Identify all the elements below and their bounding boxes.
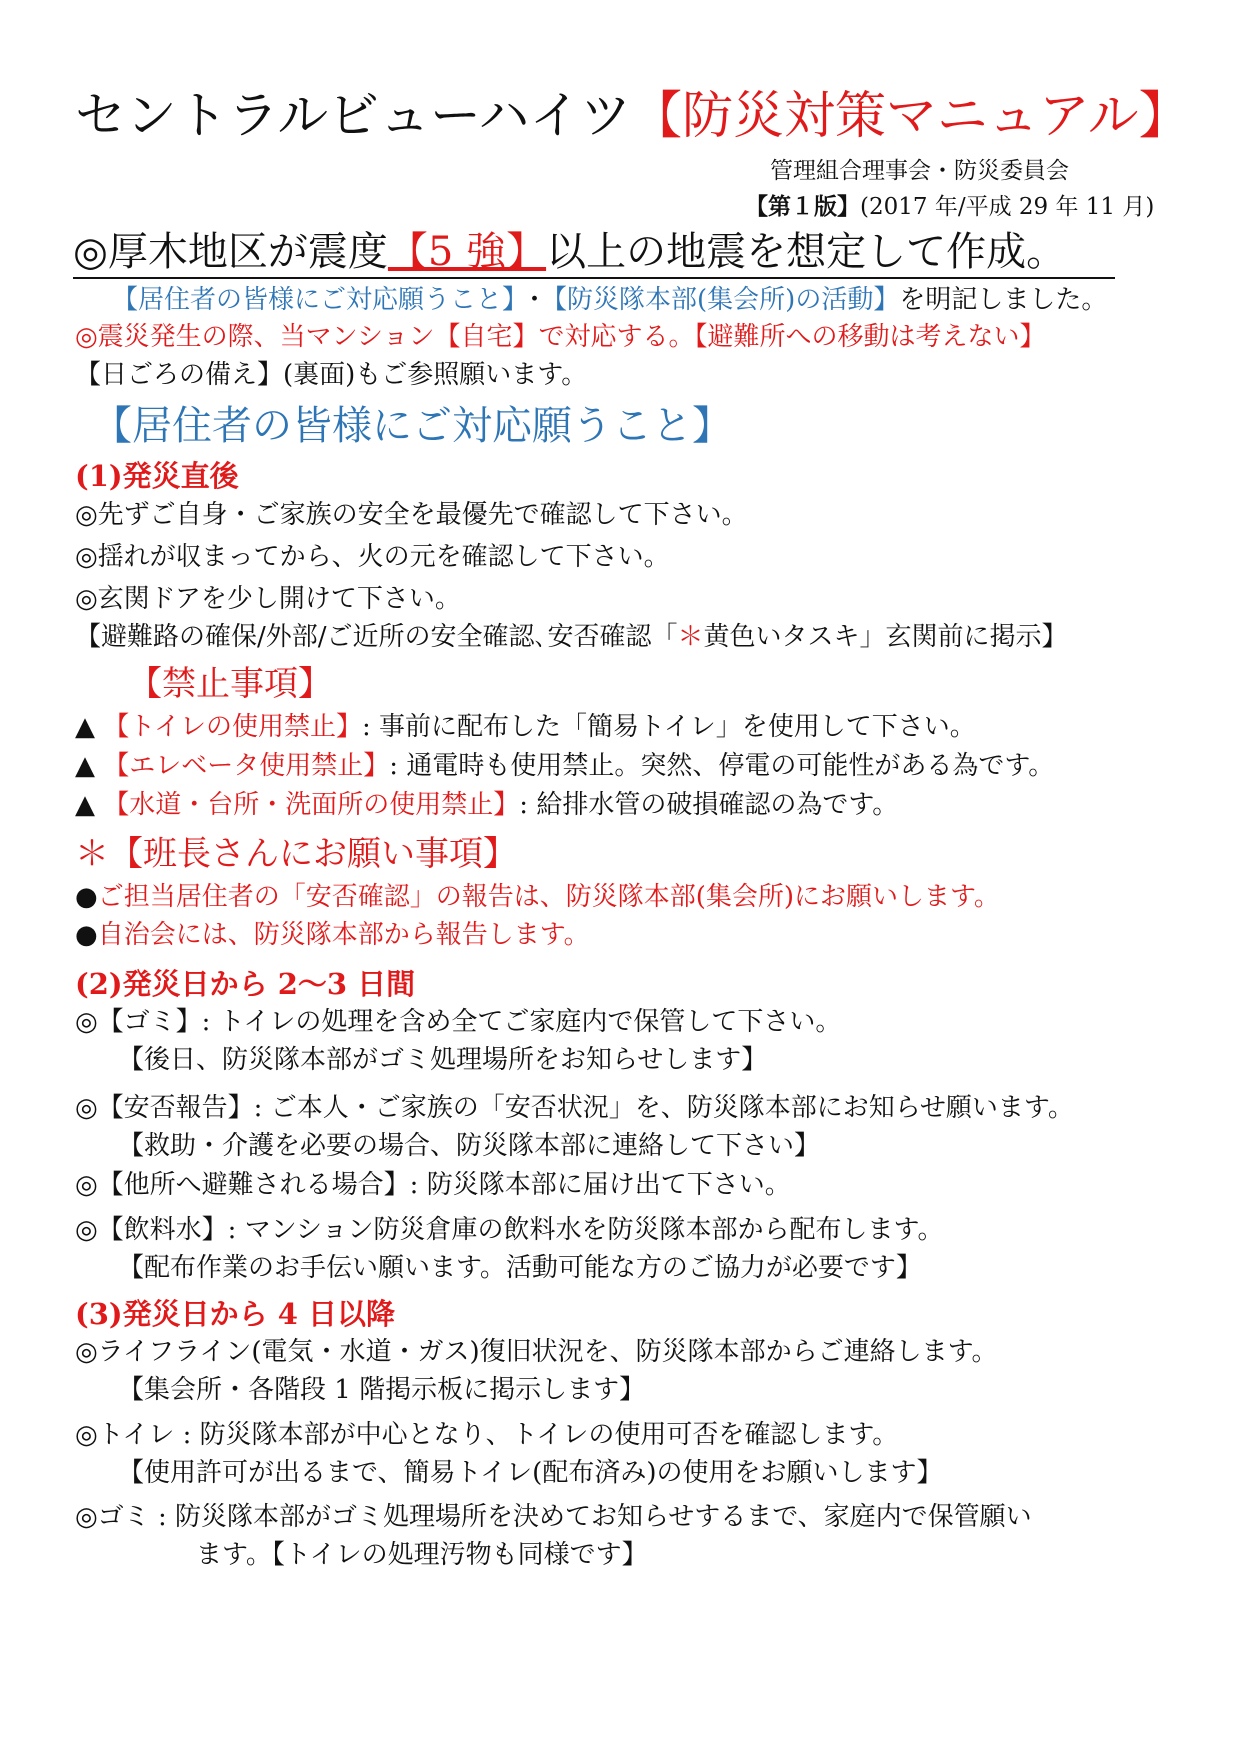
title-main: セントラルビューハイツ	[75, 87, 632, 146]
prohibited-text: 通電時も使用禁止。突然、停電の可能性がある為です。	[406, 751, 1055, 781]
triangle-icon: ▲	[75, 751, 95, 781]
title-red: 【防災対策マニュアル】	[631, 87, 1190, 146]
phase3-line: ◎トイレ : 防災隊本部が中心となり、トイレの使用可否を確認します。	[75, 1420, 899, 1450]
phase3-line: 【集会所・各階段 1 階掲示板に掲示します】	[118, 1375, 646, 1405]
asterisk-mark: ＊	[677, 622, 704, 652]
headline	[73, 226, 1115, 278]
phase3-heading: (3)発災日から 4 日以降	[75, 1297, 395, 1331]
phase1-note	[75, 620, 1068, 654]
edition-label: 【第１版】	[745, 193, 860, 220]
prohibited-item	[75, 749, 1054, 783]
phase2-line: ◎【他所へ避難される場合】: 防災隊本部に届け出て下さい。	[75, 1170, 791, 1200]
triangle-icon: ▲	[75, 712, 95, 742]
prohibited-colon: :	[389, 751, 399, 781]
edition	[745, 192, 1154, 222]
leader-item-text: ご担当居住者の「安否確認」の報告は、防災隊本部(集会所)にお願いします。	[97, 882, 1000, 912]
intro-tail: を明記しました。	[899, 285, 1108, 315]
section-title: 【居住者の皆様にご対応願うこと】	[92, 403, 732, 449]
phase2-heading: (2)発災日から 2～3 日間	[75, 967, 416, 1001]
phase2-line: 【配布作業のお手伝い願います。活動可能な方のご協力が必要です】	[118, 1253, 922, 1283]
intro-sep: ･	[528, 285, 542, 315]
intro-line-3: 【日ごろの備え】(裏面)もご参照願います。	[75, 360, 588, 390]
prohibited-heading: 【禁止事項】	[128, 664, 332, 704]
issuer: 管理組合理事会・防災委員会	[770, 158, 1069, 184]
phase2-line: 【救助・介護を必要の場合、防災隊本部に連絡して下さい】	[118, 1131, 821, 1161]
phase3-line: ます。【トイレの処理汚物も同様です】	[196, 1540, 648, 1570]
prohibited-label: 【トイレの使用禁止】	[103, 712, 362, 742]
phase2-line: 【後日、防災隊本部がゴミ処理場所をお知らせします】	[118, 1045, 768, 1075]
headline-pre: ◎厚木地区が震度	[73, 229, 388, 275]
bullet-icon: ●	[75, 920, 98, 950]
bullet-icon: ●	[75, 882, 98, 912]
leader-item	[75, 880, 1000, 914]
phase2-line: ◎【飲料水】: マンション防災倉庫の飲料水を防災隊本部から配布します。	[75, 1215, 944, 1245]
triangle-icon: ▲	[75, 790, 95, 820]
phase1-note-pre: 【避難路の確保/外部/ご近所の安全確認､安否確認「	[75, 622, 678, 652]
phase2-line: ◎【ゴミ】: トイレの処理を含め全てご家庭内で保管して下さい。	[75, 1007, 842, 1037]
phase1-item: ◎揺れが収まってから、火の元を確認して下さい。	[75, 542, 670, 572]
prohibited-label: 【エレベータ使用禁止】	[103, 751, 390, 781]
leader-heading: ＊【班長さんにお願い事項】	[75, 834, 517, 874]
prohibited-item	[75, 710, 976, 744]
phase3-line: ◎ライフライン(電気・水道・ガス)復旧状況を、防災隊本部からご連絡します。	[75, 1337, 998, 1367]
headline-underline	[73, 277, 1115, 279]
phase1-note-post: 黄色いタスキ」玄関前に掲示】	[703, 622, 1068, 652]
headline-red: 【5 強】	[387, 229, 547, 275]
edition-date: (2017 年/平成 29 年 11 月)	[860, 194, 1155, 220]
intro-line-1	[112, 283, 1107, 317]
leader-item-text: 自治会には、防災隊本部から報告します。	[97, 920, 590, 950]
leader-item	[75, 918, 590, 952]
prohibited-text: 事前に配布した「簡易トイレ」を使用して下さい。	[379, 712, 976, 742]
prohibited-item	[75, 788, 898, 822]
headline-post: 以上の地震を想定して作成。	[546, 229, 1067, 275]
phase1-item: ◎玄関ドアを少し開けて下さい。	[75, 584, 461, 614]
phase1-item: ◎先ずご自身・ご家族の安全を最優先で確認して下さい。	[75, 500, 748, 530]
prohibited-label: 【水道・台所・洗面所の使用禁止】	[103, 790, 520, 820]
prohibited-text: 給排水管の破損確認の為です。	[536, 790, 899, 820]
phase3-line: ◎ゴミ : 防災隊本部がゴミ処理場所を決めてお知らせするまで、家庭内で保管願い	[75, 1502, 1032, 1532]
prohibited-colon: :	[519, 790, 529, 820]
phase3-line: 【使用許可が出るまで、簡易トイレ(配布済み)の使用をお願いします】	[118, 1458, 943, 1488]
document-title	[75, 84, 1190, 150]
intro-line-2: ◎震災発生の際、当マンション【自宅】で対応する。【避難所への移動は考えない】	[75, 322, 1046, 352]
prohibited-colon: :	[361, 712, 371, 742]
phase2-line: ◎【安否報告】: ご本人・ご家族の「安否状況」を、防災隊本部にお知らせ願います。	[75, 1093, 1074, 1123]
intro-blue-a: 【居住者の皆様にご対応願うこと】	[112, 285, 529, 315]
phase1-heading: (1)発災直後	[75, 459, 239, 493]
intro-blue-b: 【防災隊本部(集会所)の活動】	[541, 285, 900, 315]
